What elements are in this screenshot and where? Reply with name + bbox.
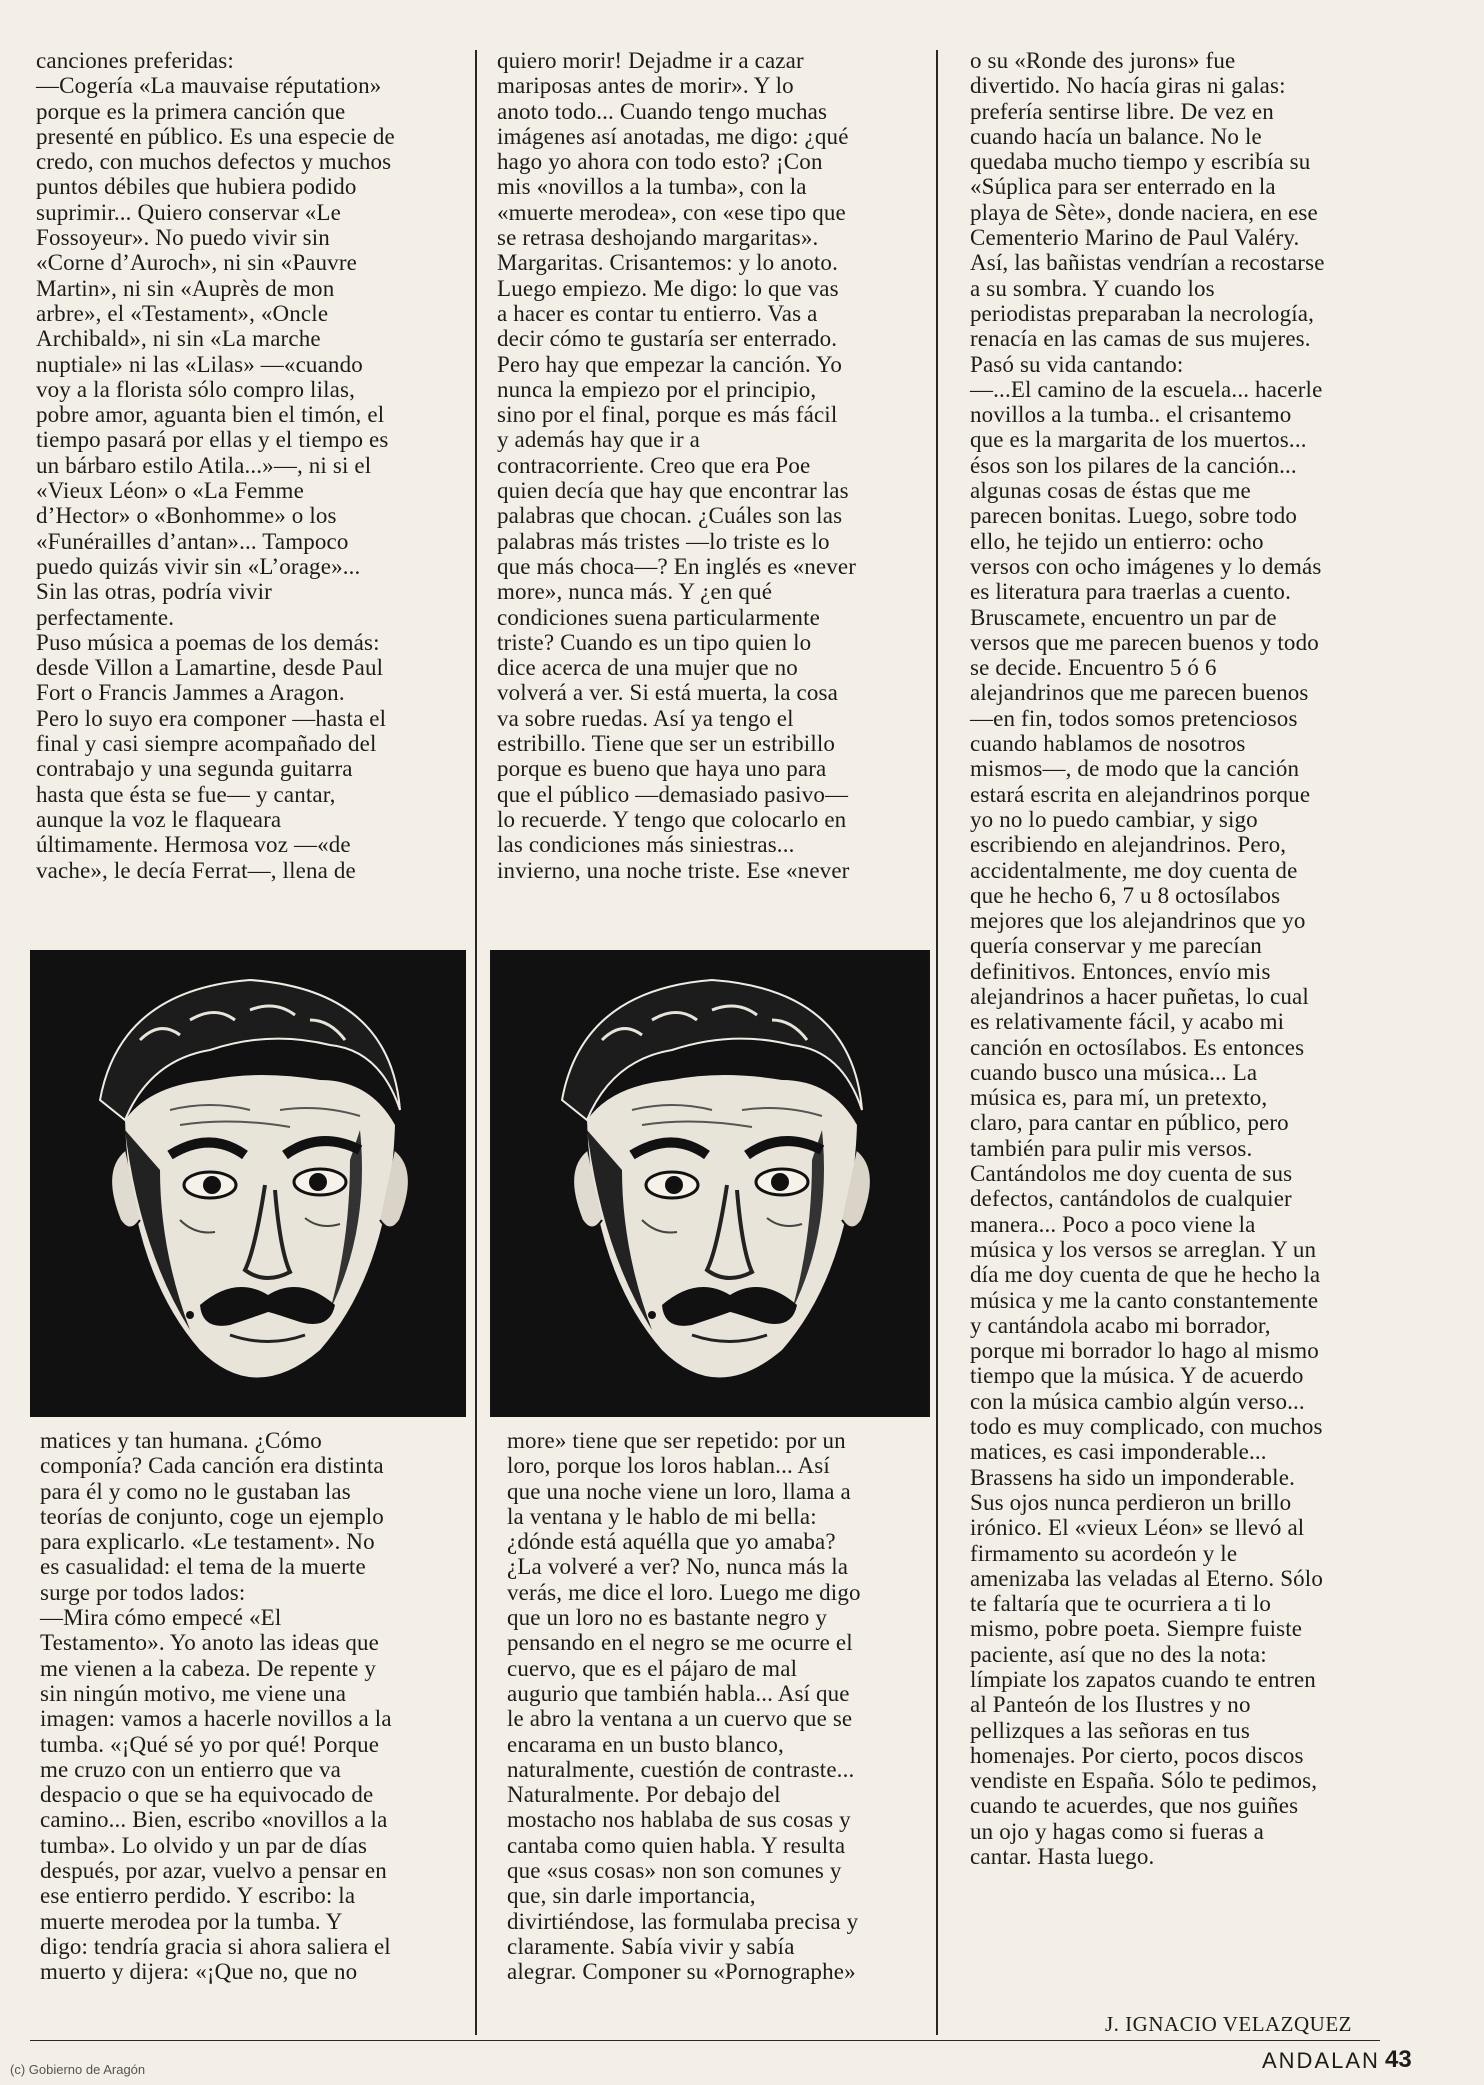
copyright-notice: (c) Gobierno de Aragón <box>10 2062 146 2077</box>
column-1-top-text: canciones preferidas: —Cogería «La mauvaise réputation» porque es la primera canción que presenté en público. Es una especie de credo, con muchos defectos y muchos puntos débiles que hubiera podido suprimir... Quiero conservar «Le Fossoyeur». No puedo vivir sin «Corne d’Auroch», ni sin «Pauvre Martin», ni sin «Auprès de mon arbre», el «Testament», «Oncle Archibald», ni sin «La marche nuptiale» ni las «Lilas» —«cuando voy a la florista sólo compro lilas, pobre amor, aguanta bien el timón, el tiempo pasará por ellas y el tiempo es un bárbaro estilo Atila...»—, ni si el «Vieux Léon» o «La Femme d’Hector» o «Bonhomme» o los «Funérailles d’antan»... Tampoco puedo quizás vivir sin «L’orage»... Sin las otras, podría vivir perfectamente. Puso música a poemas de los demás: desde Villon a Lamartine, desde Paul Fort o Francis Jammes a Aragon. Pero lo suyo era componer —hasta el final y casi siempre acompañado del contrabajo y una segunda guitarra hasta que ésta se fue— y cantar, aunque la voz le flaqueara últimamente. Hermosa voz —«de vache», le decía Ferrat—, llena de <box>36 48 395 883</box>
column-1-bottom <box>40 1428 470 1985</box>
author-byline: J. IGNACIO VELAZQUEZ <box>1105 2012 1352 2036</box>
column-1-bottom-text: matices y tan humana. ¿Cómo componía? Cada canción era distinta para él y como no le gustaban las teorías de conjunto, coge un ejemplo para explicarlo. «Le testament». No es casualidad: el tema de la muerte surge por todos lados: —Mira cómo empecé «El Testamento». Yo anoto las ideas que me vienen a la cabeza. De repente y sin ningún motivo, me viene una imagen: vamos a hacerle novillos a la tumba. «¡Qué sé yo por qué! Porque me cruzo con un entierro que va despacio o que se ha equivocado de camino... Bien, escribo «novillos a la tumba». Lo olvido y un par de días después, por azar, vuelvo a pensar en ese entierro perdido. Y escribo: la muerte merodea por la tumba. Y digo: tendría gracia si ahora saliera el muerto y dijera: «¡Que no, que no <box>40 1428 392 1985</box>
portrait-illustration <box>30 950 466 1417</box>
brassens-portrait-photo-left <box>30 950 466 1417</box>
column-2-top <box>497 48 929 883</box>
magazine-name: ANDALAN <box>1262 2048 1380 2073</box>
column-2-bottom-text: more» tiene que ser repetido: por un loro, porque los loros hablan... Así que una noche viene un loro, llama a la ventana y le hablo de mi bella: ¿dónde está aquélla que yo amaba? ¿La volveré a ver? No, nunca más la verás, me dice el loro. Luego me digo que un loro no es bastante negro y pensando en el negro se me ocurre el cuervo, que es el pájaro de mal augurio que también habla... Así que le abro la ventana a un cuervo que se encarama en un busto blanco, naturalmente, cuestión de contraste... Naturalmente. Por debajo del mostacho nos hablaba de sus cosas y cantaba como quien habla. Y resulta que «sus cosas» non son comunes y que, sin darle importancia, divirtiéndose, las formulaba precisa y claramente. Sabía vivir y sabía alegrar. Componer su «Pornographe» <box>507 1428 861 1985</box>
column-3-text: o su «Ronde des jurons» fue divertido. No hacía giras ni galas: prefería sentirse libre. De vez en cuando hacía un balance. No le quedaba mucho tiempo y escribía su «Súplica para ser enterrado en la playa de Sète», donde naciera, en ese Cementerio Marino de Paul Valéry. Así, las bañistas vendrían a recostarse a su sombra. Y cuando los periodistas preparaban la necrología, renacía en las camas de sus mujeres. Pasó su vida cantando: —...El camino de la escuela... hacerle novillos a la tumba.. el crisantemo que es la margarita de los muertos... ésos son los pilares de la canción... algunas cosas de éstas que me parecen bonitas. Luego, sobre todo ello, he tejido un entierro: ocho versos con ocho imágenes y lo demás es literatura para traerlas a cuento. Bruscamete, encuentro un par de versos que me parecen buenos y todo se decide. Encuentro 5 ó 6 alejandrinos que me parecen buenos —en fin, todos somos pretenciosos cuando hablamos de nosotros mismos—, de modo que la canción estará escrita en alejandrinos porque yo no lo puedo cambiar, y sigo escribiendo en alejandrinos. Pero, accidentalmente, me doy cuenta de que he hecho 6, 7 u 8 octosílabos mejores que los alejandrinos que yo quería conservar y me parecían definitivos. Entonces, envío mis alejandrinos a hacer puñetas, lo cual es relativamente fácil, y acabo mi canción en octosílabos. Es entonces cuando busco una música... La música es, para mí, un pretexto, claro, para cantar en público, pero también para pulir mis versos. Cantándolos me doy cuenta de sus defectos, cantándolos de cualquier manera... Poco a poco viene la música y los versos se arreglan. Y un día me doy cuenta de que he hecho la música y me la canto constantemente y cantándola acabo mi borrador, porque mi borrador lo hago al mismo tiempo que la música. Y de acuerdo con la música cambio algún verso... todo es muy complicado, con muchos matices, es casi imponderable... Brassens ha sido un imponderable. Sus ojos nunca perdieron un brillo irónico. El «vieux Léon» se llevó al firmamento su acordeón y le amenizaba las veladas al Eterno. Sólo te faltaría que te ocurriera a ti lo mismo, pobre poeta. Siempre fuiste paciente, así que no des la nota: límpiate los zapatos cuando te entren al Panteón de los Ilustres y no pellizques a las señoras en tus homenajes. Por cierto, pocos discos vendiste en España. Sólo te pedimos, cuando te acuerdes, que nos guiñes un ojo y hagas como si fueras a cantar. Hasta luego. <box>970 48 1325 1870</box>
page-number: 43 <box>1385 2046 1412 2073</box>
footer-rule <box>30 2040 1380 2041</box>
column-2-bottom <box>507 1428 932 1985</box>
portrait-illustration-duplicate <box>490 950 930 1417</box>
column-divider-left <box>475 50 477 2035</box>
column-divider-right <box>936 50 938 2035</box>
column-1-top <box>36 48 466 883</box>
column-2-top-text: quiero morir! Dejadme ir a cazar mariposas antes de morir». Y lo anoto todo... Cuando tengo muchas imágenes así anotadas, me digo: ¿qué hago yo ahora con todo esto? ¡Con mis «novillos a la tumba», con la «muerte merodea», con «ese tipo que se retrasa deshojando margaritas». Margaritas. Crisantemos: y lo anoto. Luego empiezo. Me digo: lo que vas a hacer es contar tu entierro. Vas a decir cómo te gustaría ser enterrado. Pero hay que empezar la canción. Yo nunca la empiezo por el principio, sino por el final, porque es más fácil y además hay que ir a contracorriente. Creo que era Poe quien decía que hay que encontrar las palabras que chocan. ¿Cuáles son las palabras más tristes —lo triste es lo que más choca—? En inglés es «never more», nunca más. Y ¿en qué condiciones suena particularmente triste? Cuando es un tipo quien lo dice acerca de una mujer que no volverá a ver. Si está muerta, la cosa va sobre ruedas. Así ya tengo el estribillo. Tiene que ser un estribillo porque es bueno que haya uno para que el público —demasiado pasivo— lo recuerde. Y tengo que colocarlo en las condiciones más siniestras... invierno, una noche triste. Ese «never <box>497 48 857 883</box>
brassens-portrait-photo-right <box>490 950 930 1417</box>
column-3 <box>970 48 1370 1869</box>
